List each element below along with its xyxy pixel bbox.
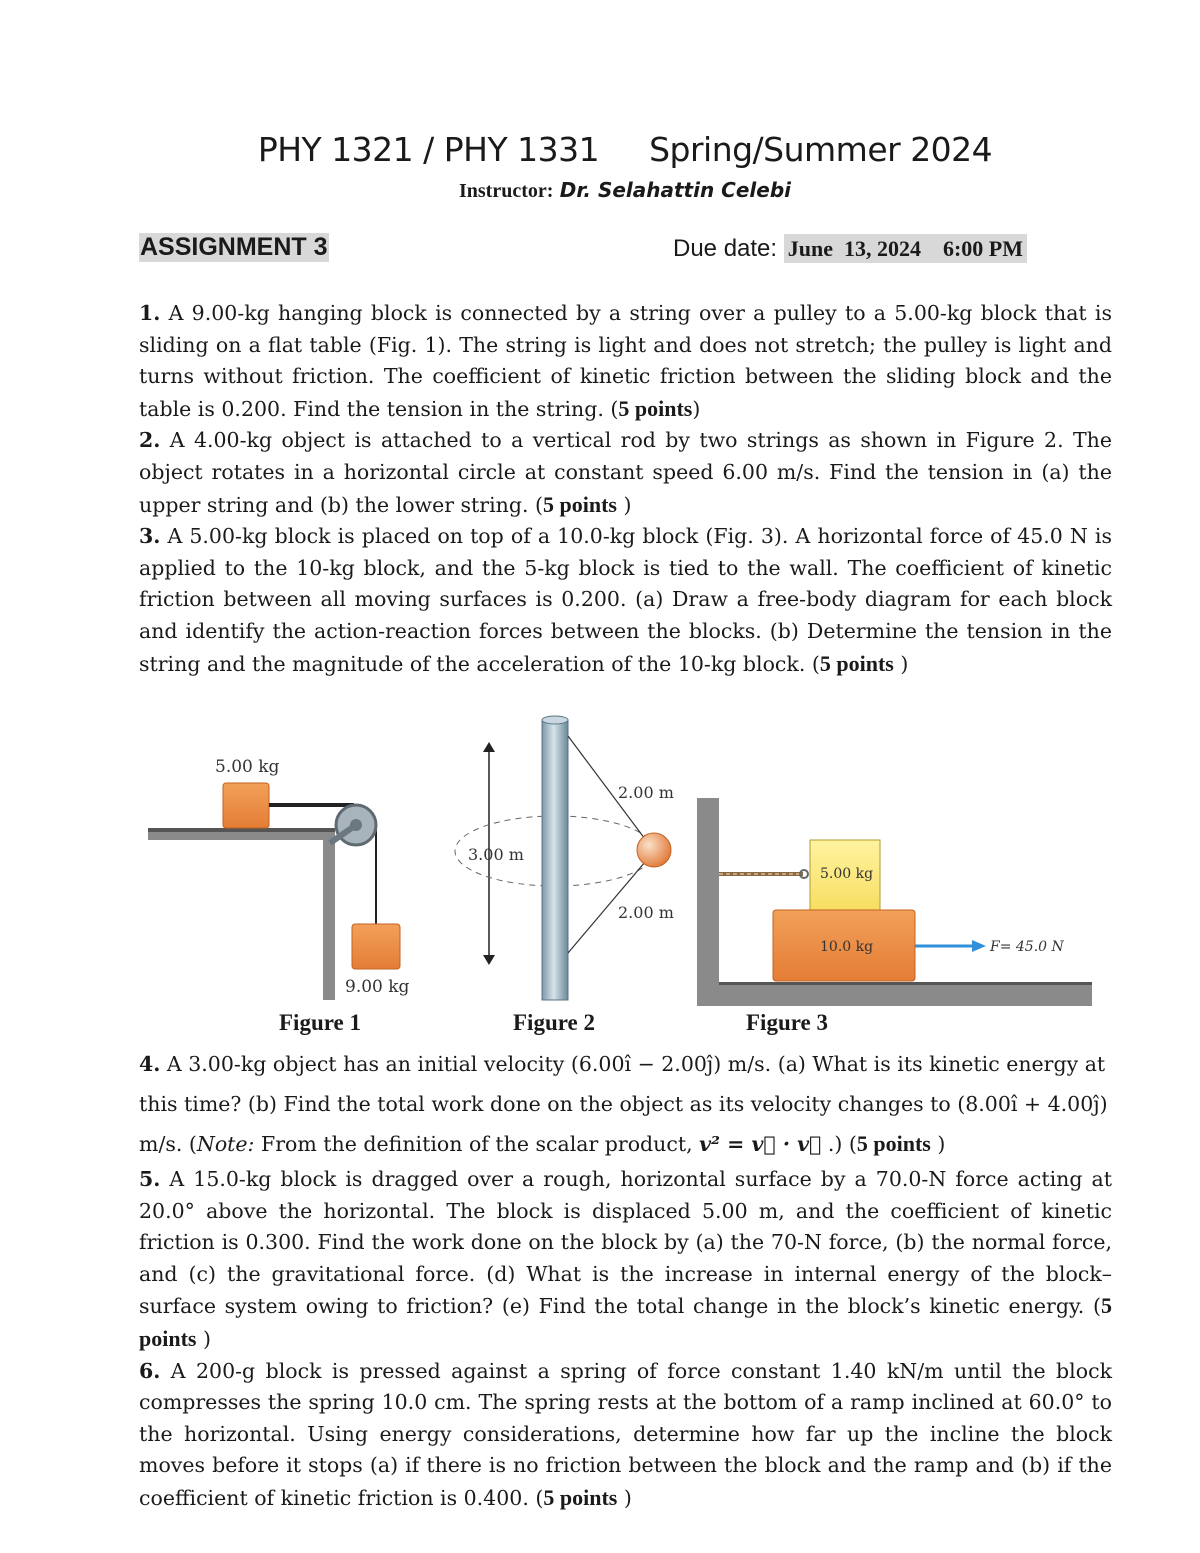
figure-3 [697,798,1092,1006]
rod-top [542,716,568,724]
arrow-up-icon [483,742,495,752]
problem-points: 5 points [856,1131,931,1156]
paren-close: ) [617,492,632,517]
problem-text: m/s. (a) What is its kinetic energy at [721,1052,1106,1076]
arrow-right-icon [972,940,986,952]
problem-text: m/s. ( [139,1132,197,1156]
problem-number: 2. [139,428,161,453]
problem-points: 5 points [618,395,693,421]
table-surface [148,828,335,1000]
paren-close: ) [692,396,701,421]
problem-text: A 200-g block is pressed against a spring of force constant 1.40 kN/m until the block compresses the spring 10.0 cm. The spring rests at the bottom of a ramp inclined at 60.0° to the horizontal. Using energy considerations, determine how far up the incline the block moves before it stops (a) if there is no friction between the block and the ramp and (b) if the coefficient of kinetic friction is 0.400. ( [139,1358,1112,1510]
figure-2 [455,716,674,1000]
fig3-bottom-mass: 10.0 kg [820,939,874,955]
fig1-top-mass: 5.00 kg [215,757,280,777]
scalar-product-formula: v² = v⃗ · v⃗ [699,1132,822,1156]
instructor-name: Dr. Selahattin Celebi [559,178,792,202]
problem-text: A 5.00-kg block is placed on top of a 10.0-kg block (Fig. 3). A horizontal force of 45.0 N is applied to the 10-kg block, and the 5-kg block is tied to the wall. The coefficient of kinetic friction between all moving surfaces is 0.200. (a) Draw a free-body diagram for each block and identify the action-reaction forces between the blocks. (b) Determine the tension in the string and the magnitude of the acceleration of the 10-kg block. ( [139,524,1112,676]
problem-points: 5 points [543,491,617,517]
figure-1-caption: Figure 1 [279,1010,361,1035]
sliding-block [223,783,269,828]
fig3-top-mass: 5.00 kg [820,866,874,882]
problem-5 [139,1164,1112,1356]
problems-4-6 [139,1044,1112,1515]
figure-1 [148,757,410,1000]
problem-text: A 3.00-kg object has an initial velocity [160,1052,571,1076]
course-title: PHY 1321 / PHY 1331 Spring/Summer 2024 [257,130,993,169]
problem-text: A 9.00-kg hanging block is connected by a string over a pulley to a 5.00-kg block that is sliding on a flat table (Fig. 1). The string is light and does not stretch; the pulley is light and turns without friction. The coefficient of kinetic friction between the sliding block and the table is 0.200. Find the tension in the string. ( [139,301,1112,421]
due-date [673,235,1027,263]
upper-length: 2.00 m [618,783,674,802]
final-velocity: (8.00î + 4.00ĵ) [957,1092,1108,1116]
hanging-block [352,924,400,969]
due-label: Due date: [673,235,784,262]
figure-2-caption: Figure 2 [513,1010,595,1035]
paren-close: ) [930,1132,946,1156]
fig3-force: F= 45.0 N [990,939,1064,955]
rotating-object [637,833,671,867]
paren-close: ) [617,1485,632,1510]
problem-4 [139,1044,1112,1164]
figures [140,708,1100,1038]
problem-text: A 15.0-kg block is dragged over a rough, horizontal surface by a 70.0-N force acting at 20.0° above the horizontal. The block is displaced 5.00 m, and the coefficient of kinetic friction is 0.300. Find the work done on the block by (a) the 70-N force, (b) the normal force, and (c) the gravitational force. (d) What is the increase in internal energy of the block–surface system owing to friction? (e) Find the total change in the block’s kinetic energy. ( [139,1167,1112,1319]
arrow-down-icon [483,955,495,965]
table-top-edge [148,828,335,832]
problem-number: 6. [139,1358,161,1383]
paren-close: ) [893,651,909,676]
instructor-line [0,178,1200,203]
problem-text: A 4.00-kg object is attached to a vertical rod by two strings as shown in Figure 2. The object rotates in a horizontal circle at constant speed 6.00 m/s. Find the tension in (a) the upper string and (b) the lower string. ( [139,428,1112,517]
problem-1 [139,298,1112,425]
problem-6 [139,1356,1112,1515]
paren-close: ) [196,1326,211,1351]
floor-edge [719,982,1092,985]
problem-number: 4. [139,1052,161,1076]
problem-points: 5 points [819,650,894,676]
problem-3 [139,521,1112,680]
problem-2 [139,425,1112,521]
problem-text: From the definition of the scalar product, [254,1132,700,1156]
lower-length: 2.00 m [618,903,674,922]
note-label: Note: [196,1132,255,1156]
problem-points: 5 points [543,1484,618,1510]
problems-1-3 [139,298,1112,680]
problem-text: .) ( [821,1132,857,1156]
rod-length: 3.00 m [468,845,524,864]
problem-number: 1. [139,301,161,325]
problem-text: this time? (b) Find the total work done on the object as its velocity changes to [139,1092,958,1116]
problem-number: 5. [139,1167,161,1191]
vertical-rod [542,720,568,1000]
figure-3-caption: Figure 3 [746,1010,828,1035]
due-value: June 13, 2024 6:00 PM [784,234,1027,263]
fig1-hanging-mass: 9.00 kg [345,977,410,997]
instructor-label: Instructor: [458,180,554,202]
assignment-title: ASSIGNMENT 3 [140,233,328,261]
problem-number: 3. [139,524,161,549]
problem-points: 5 points [139,1293,1112,1351]
initial-velocity: (6.00î − 2.00ĵ) [570,1052,722,1076]
